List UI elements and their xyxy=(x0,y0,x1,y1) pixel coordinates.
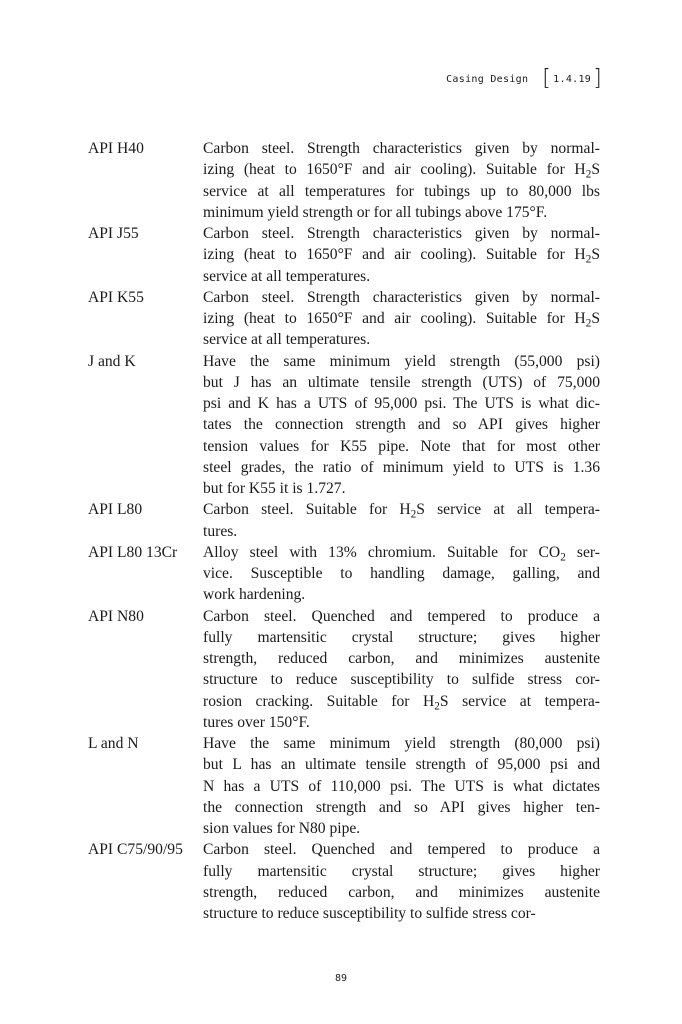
description-line: but for K55 it is 1.727. xyxy=(203,480,346,497)
definition-entry xyxy=(88,839,600,924)
description-line: fully martensitic crystal structure; gives higher xyxy=(203,628,600,646)
description-line: but J has an ultimate tensile strength (UTS) of 75,000 xyxy=(203,373,600,391)
description-line: vice. Susceptible to handling damage, galling, and xyxy=(203,565,600,582)
running-header xyxy=(446,68,602,90)
definition-list xyxy=(88,138,600,924)
description-line: Carbon steel. Strength characteristics given by normal- xyxy=(203,225,600,242)
entry-term: API H40 xyxy=(88,140,144,157)
description-line: sion values for N80 pipe. xyxy=(203,820,361,837)
definition-entry xyxy=(88,733,600,839)
entry-description xyxy=(203,733,600,839)
section-bracket-close: ] xyxy=(593,66,602,91)
entry-term: API L80 13Cr xyxy=(88,543,178,561)
section-bracket-open: [ xyxy=(542,66,552,91)
description-line: but L has an ultimate tensile strength of 95,000 psi and xyxy=(203,756,600,774)
entry-description xyxy=(203,351,600,500)
entry-term: API J55 xyxy=(88,225,139,242)
description-line: service at all temperatures for tubings up to 80,000 lbs xyxy=(203,182,600,200)
description-line: strength, reduced carbon, and minimizes austenite xyxy=(203,650,600,667)
description-line: Have the same minimum yield strength (55,000 psi) xyxy=(203,352,600,370)
description-line: minimum yield strength or for all tubings above 175°F. xyxy=(203,203,548,221)
entry-description xyxy=(203,138,600,223)
entry-term: API K55 xyxy=(88,288,144,306)
definition-entry xyxy=(88,351,600,500)
entry-description xyxy=(203,223,600,287)
description-line: strength, reduced carbon, and minimizes austenite xyxy=(203,883,600,901)
description-line: the connection strength and so API gives higher ten- xyxy=(203,798,600,816)
entry-description xyxy=(203,606,600,734)
entry-term: L and N xyxy=(88,735,139,752)
description-line: izing (heat to 1650°F and air cooling). Suitable for $H_2S$ xyxy=(203,310,600,330)
definition-entry xyxy=(88,287,600,351)
section-marker xyxy=(542,68,602,90)
description-line: service at all temperatures. xyxy=(203,267,371,285)
entry-description xyxy=(203,287,600,351)
running-title: Casing Design xyxy=(446,73,529,85)
section-number: 1.4.19 xyxy=(553,73,592,85)
definition-entry xyxy=(88,542,600,606)
description-line: psi and K has a UTS of 95,000 psi. The UTS is what dic- xyxy=(203,395,600,412)
description-line: Alloy steel with 13% chromium. Suitable for $CO_2$ ser- xyxy=(203,543,600,564)
description-line: structure to reduce susceptibility to sulfide stress cor- xyxy=(203,671,600,689)
entry-term: API L80 xyxy=(88,501,143,519)
description-line: structure to reduce susceptibility to sulfide stress cor- xyxy=(203,905,536,922)
entry-term: API N80 xyxy=(88,607,144,625)
description-line: rosion cracking. Suitable for $H_2S$ service at tempera- xyxy=(203,692,600,712)
description-line: izing (heat to 1650°F and air cooling). Suitable for $H_2S$ xyxy=(203,161,600,181)
description-line: work hardening. xyxy=(203,586,306,604)
definition-entry xyxy=(88,138,600,223)
description-line: Carbon steel. Strength characteristics given by normal- xyxy=(203,288,600,306)
description-line: fully martensitic crystal structure; gives higher xyxy=(203,862,600,880)
entry-description xyxy=(203,499,600,542)
description-line: Carbon steel. Suitable for $H_2S$ service at all tempera- xyxy=(203,501,600,521)
description-line: tates the connection strength and so API gives higher xyxy=(203,416,600,434)
entry-description xyxy=(203,542,600,606)
description-line: N has a UTS of 110,000 psi. The UTS is what dictates xyxy=(203,777,600,795)
description-line: tures. xyxy=(203,522,238,540)
definition-entry xyxy=(88,223,600,287)
description-line: Carbon steel. Quenched and tempered to produce a xyxy=(203,607,600,625)
description-line: Carbon steel. Quenched and tempered to produce a xyxy=(203,841,600,859)
page-number: 89 xyxy=(334,973,348,984)
definition-entry xyxy=(88,499,600,542)
description-line: tension values for K55 pipe. Note that for most other xyxy=(203,437,600,455)
description-line: tures over 150°F. xyxy=(203,713,310,731)
entry-description xyxy=(203,839,600,924)
description-line: Carbon steel. Strength characteristics given by normal- xyxy=(203,140,600,157)
entry-term: J and K xyxy=(88,352,136,370)
entry-term: API C75/90/95 xyxy=(88,841,183,859)
description-line: Have the same minimum yield strength (80,000 psi) xyxy=(203,735,600,752)
description-line: service at all temperatures. xyxy=(203,331,371,349)
definition-entry xyxy=(88,606,600,734)
description-line: izing (heat to 1650°F and air cooling). Suitable for $H_2S$ xyxy=(203,246,600,266)
description-line: steel grades, the ratio of minimum yield to UTS is 1.36 xyxy=(203,458,600,476)
